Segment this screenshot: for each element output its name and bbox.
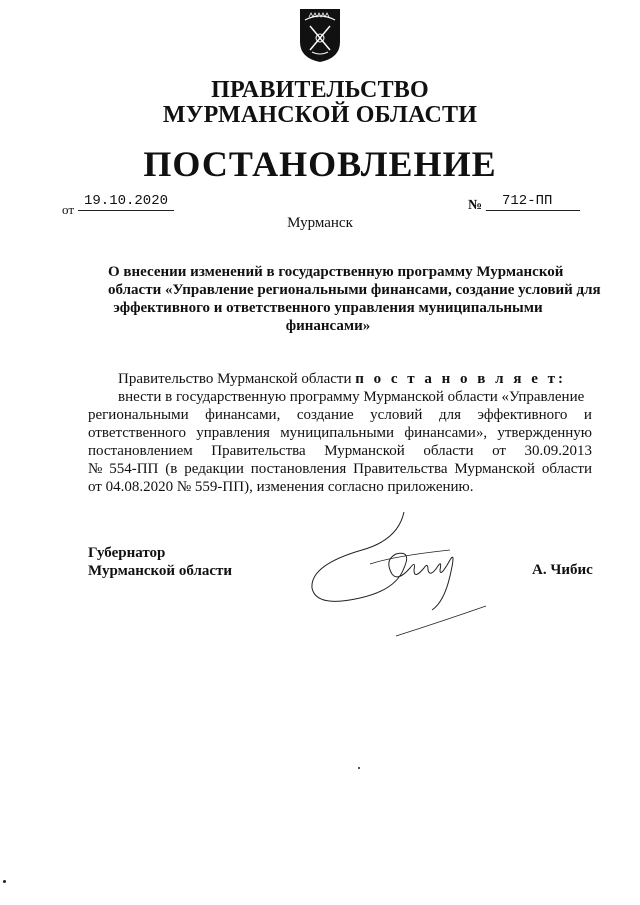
body-line: от 04.08.2020 № 559-ПП), изменения согласно приложению. — [88, 479, 474, 495]
body-word: финансами», — [404, 425, 488, 441]
body-line — [88, 460, 592, 478]
body-word: редакции — [184, 461, 244, 477]
body-word: региональными — [88, 407, 189, 423]
subject-line: эффективного и ответственного управления муниципальными — [113, 300, 543, 316]
body-word: и — [583, 407, 592, 423]
body-word: эффективного — [477, 407, 568, 423]
number-prefix: № — [468, 198, 483, 213]
body-line — [88, 424, 592, 442]
body-word: Мурманской — [324, 443, 405, 459]
body-line — [88, 442, 592, 460]
body-word: управления — [196, 425, 270, 441]
scan-speck — [3, 880, 6, 883]
body-word: утвержденную — [497, 425, 592, 441]
signature-image — [300, 510, 490, 640]
body-word: финансами, — [205, 407, 281, 423]
subject-line: финансами» — [285, 318, 371, 334]
body-intro-line — [88, 370, 592, 388]
body-word: ответственного — [88, 425, 186, 441]
decree-subject — [108, 263, 601, 335]
government-title-line2: МУРМАНСКОЙ ОБЛАСТИ — [162, 102, 478, 128]
body-word: создание — [296, 407, 354, 423]
date-prefix: от — [62, 202, 75, 217]
subject-line: О внесении изменений в государственную программу Мурманской — [108, 264, 564, 280]
document-type-title: ПОСТАНОВЛЕНИЕ — [143, 144, 497, 184]
signer-title-line1: Губернатор — [88, 545, 166, 561]
body-word: области — [423, 443, 474, 459]
body-word: 554-ПП — [109, 461, 159, 477]
body-word: от — [492, 443, 506, 459]
city-name: Мурманск — [287, 215, 353, 231]
body-line — [88, 406, 592, 424]
body-word: области — [541, 461, 592, 477]
scan-speck — [358, 767, 360, 769]
resolves-word: п о с т а н о в л я е т: — [355, 371, 566, 387]
body-intro: Правительство Мурманской области — [118, 371, 352, 387]
subject-line: области «Управление региональными финансами, создание условий для — [108, 282, 601, 298]
body-word: постановлением — [88, 443, 193, 459]
coat-of-arms-icon — [297, 6, 343, 64]
body-word: Правительства — [353, 461, 448, 477]
body-word: для — [438, 407, 461, 423]
body-word: Мурманской — [454, 461, 535, 477]
body-line: внести в государственную программу Мурманской области «Управление — [118, 389, 585, 405]
body-word: Правительства — [211, 443, 306, 459]
government-title-line1: ПРАВИТЕЛЬСТВО — [211, 77, 429, 103]
government-title — [0, 78, 640, 128]
signer-name: А. Чибис — [532, 562, 593, 578]
decree-date: 19.10.2020 — [78, 193, 174, 211]
body-word: постановления — [250, 461, 347, 477]
signer-title-line2: Мурманской области — [88, 563, 233, 579]
decree-number: 712-ПП — [486, 193, 580, 211]
body-word: № — [88, 461, 103, 477]
body-word: 30.09.2013 — [524, 443, 592, 459]
decree-body — [88, 370, 592, 496]
signer-title — [88, 544, 232, 580]
body-word: (в — [165, 461, 178, 477]
body-word: муниципальными — [280, 425, 395, 441]
body-word: условий — [370, 407, 423, 423]
